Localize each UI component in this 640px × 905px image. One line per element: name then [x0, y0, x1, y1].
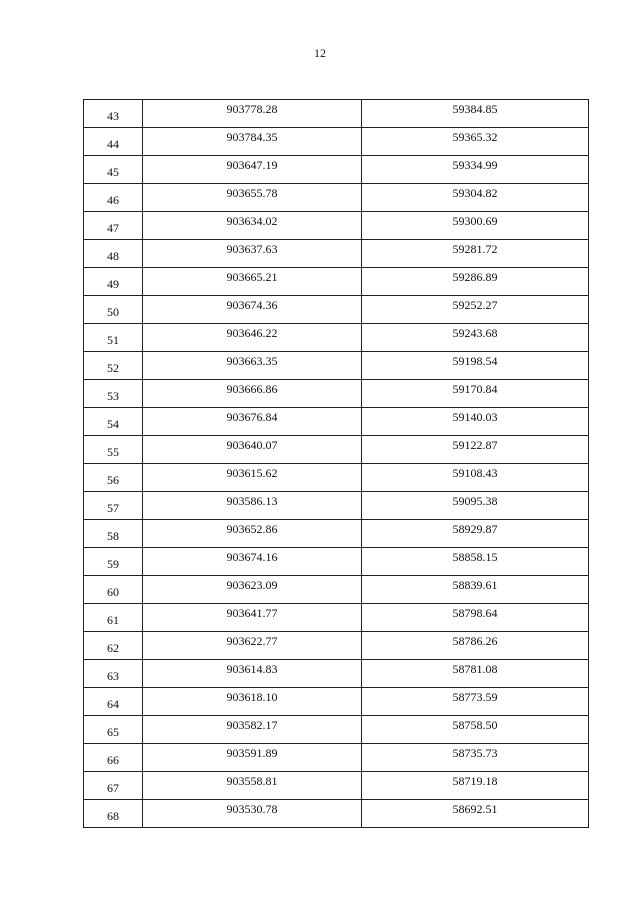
y-coordinate-cell: 59384.85 [362, 100, 589, 128]
table-row [84, 632, 589, 660]
point-number-cell: 62 [84, 632, 143, 660]
y-coordinate-cell: 58839.61 [362, 576, 589, 604]
point-number-cell: 60 [84, 576, 143, 604]
point-number-cell: 47 [84, 212, 143, 240]
x-coordinate-cell: 903778.28 [143, 100, 362, 128]
y-coordinate-cell: 59198.54 [362, 352, 589, 380]
table-row [84, 576, 589, 604]
point-number-cell: 52 [84, 352, 143, 380]
x-coordinate-cell: 903614.83 [143, 660, 362, 688]
point-number-cell: 44 [84, 128, 143, 156]
coordinates-table [83, 99, 589, 828]
y-coordinate-cell: 59252.27 [362, 296, 589, 324]
y-coordinate-cell: 59300.69 [362, 212, 589, 240]
table-row [84, 184, 589, 212]
point-number-cell: 43 [84, 100, 143, 128]
y-coordinate-cell: 58719.18 [362, 772, 589, 800]
point-number-cell: 64 [84, 688, 143, 716]
x-coordinate-cell: 903558.81 [143, 772, 362, 800]
table-row [84, 772, 589, 800]
x-coordinate-cell: 903582.17 [143, 716, 362, 744]
y-coordinate-cell: 59334.99 [362, 156, 589, 184]
x-coordinate-cell: 903663.35 [143, 352, 362, 380]
point-number-cell: 57 [84, 492, 143, 520]
point-number-cell: 48 [84, 240, 143, 268]
table-row [84, 100, 589, 128]
y-coordinate-cell: 58735.73 [362, 744, 589, 772]
table-row [84, 744, 589, 772]
y-coordinate-cell: 58758.50 [362, 716, 589, 744]
point-number-cell: 49 [84, 268, 143, 296]
y-coordinate-cell: 58858.15 [362, 548, 589, 576]
table-row [84, 156, 589, 184]
y-coordinate-cell: 59122.87 [362, 436, 589, 464]
y-coordinate-cell: 59281.72 [362, 240, 589, 268]
point-number-cell: 68 [84, 800, 143, 828]
x-coordinate-cell: 903674.16 [143, 548, 362, 576]
table-row [84, 604, 589, 632]
table-row [84, 128, 589, 156]
point-number-cell: 50 [84, 296, 143, 324]
table-row [84, 268, 589, 296]
page-number: 12 [314, 46, 326, 60]
x-coordinate-cell: 903623.09 [143, 576, 362, 604]
table-row [84, 240, 589, 268]
point-number-cell: 67 [84, 772, 143, 800]
y-coordinate-cell: 59365.32 [362, 128, 589, 156]
table-row [84, 716, 589, 744]
y-coordinate-cell: 59170.84 [362, 380, 589, 408]
x-coordinate-cell: 903622.77 [143, 632, 362, 660]
y-coordinate-cell: 59108.43 [362, 464, 589, 492]
x-coordinate-cell: 903586.13 [143, 492, 362, 520]
point-number-cell: 65 [84, 716, 143, 744]
table-row [84, 352, 589, 380]
y-coordinate-cell: 59140.03 [362, 408, 589, 436]
point-number-cell: 45 [84, 156, 143, 184]
table-row [84, 492, 589, 520]
point-number-cell: 51 [84, 324, 143, 352]
y-coordinate-cell: 59243.68 [362, 324, 589, 352]
x-coordinate-cell: 903634.02 [143, 212, 362, 240]
table-row [84, 436, 589, 464]
x-coordinate-cell: 903615.62 [143, 464, 362, 492]
x-coordinate-cell: 903618.10 [143, 688, 362, 716]
point-number-cell: 46 [84, 184, 143, 212]
x-coordinate-cell: 903676.84 [143, 408, 362, 436]
table-row [84, 296, 589, 324]
point-number-cell: 66 [84, 744, 143, 772]
x-coordinate-cell: 903655.78 [143, 184, 362, 212]
y-coordinate-cell: 58786.26 [362, 632, 589, 660]
table-row [84, 800, 589, 828]
table-row [84, 660, 589, 688]
point-number-cell: 54 [84, 408, 143, 436]
x-coordinate-cell: 903530.78 [143, 800, 362, 828]
table-body [84, 100, 589, 828]
y-coordinate-cell: 59304.82 [362, 184, 589, 212]
table-row [84, 324, 589, 352]
y-coordinate-cell: 58781.08 [362, 660, 589, 688]
point-number-cell: 55 [84, 436, 143, 464]
table-row [84, 408, 589, 436]
x-coordinate-cell: 903652.86 [143, 520, 362, 548]
y-coordinate-cell: 59286.89 [362, 268, 589, 296]
x-coordinate-cell: 903591.89 [143, 744, 362, 772]
table-row [84, 688, 589, 716]
y-coordinate-cell: 58929.87 [362, 520, 589, 548]
y-coordinate-cell: 58692.51 [362, 800, 589, 828]
table-row [84, 520, 589, 548]
table-row [84, 212, 589, 240]
point-number-cell: 56 [84, 464, 143, 492]
x-coordinate-cell: 903647.19 [143, 156, 362, 184]
y-coordinate-cell: 58773.59 [362, 688, 589, 716]
x-coordinate-cell: 903646.22 [143, 324, 362, 352]
point-number-cell: 63 [84, 660, 143, 688]
x-coordinate-cell: 903784.35 [143, 128, 362, 156]
y-coordinate-cell: 58798.64 [362, 604, 589, 632]
table-row [84, 548, 589, 576]
x-coordinate-cell: 903665.21 [143, 268, 362, 296]
y-coordinate-cell: 59095.38 [362, 492, 589, 520]
x-coordinate-cell: 903640.07 [143, 436, 362, 464]
x-coordinate-cell: 903641.77 [143, 604, 362, 632]
x-coordinate-cell: 903674.36 [143, 296, 362, 324]
x-coordinate-cell: 903666.86 [143, 380, 362, 408]
point-number-cell: 59 [84, 548, 143, 576]
point-number-cell: 53 [84, 380, 143, 408]
point-number-cell: 61 [84, 604, 143, 632]
point-number-cell: 58 [84, 520, 143, 548]
table-row [84, 464, 589, 492]
table-row [84, 380, 589, 408]
x-coordinate-cell: 903637.63 [143, 240, 362, 268]
